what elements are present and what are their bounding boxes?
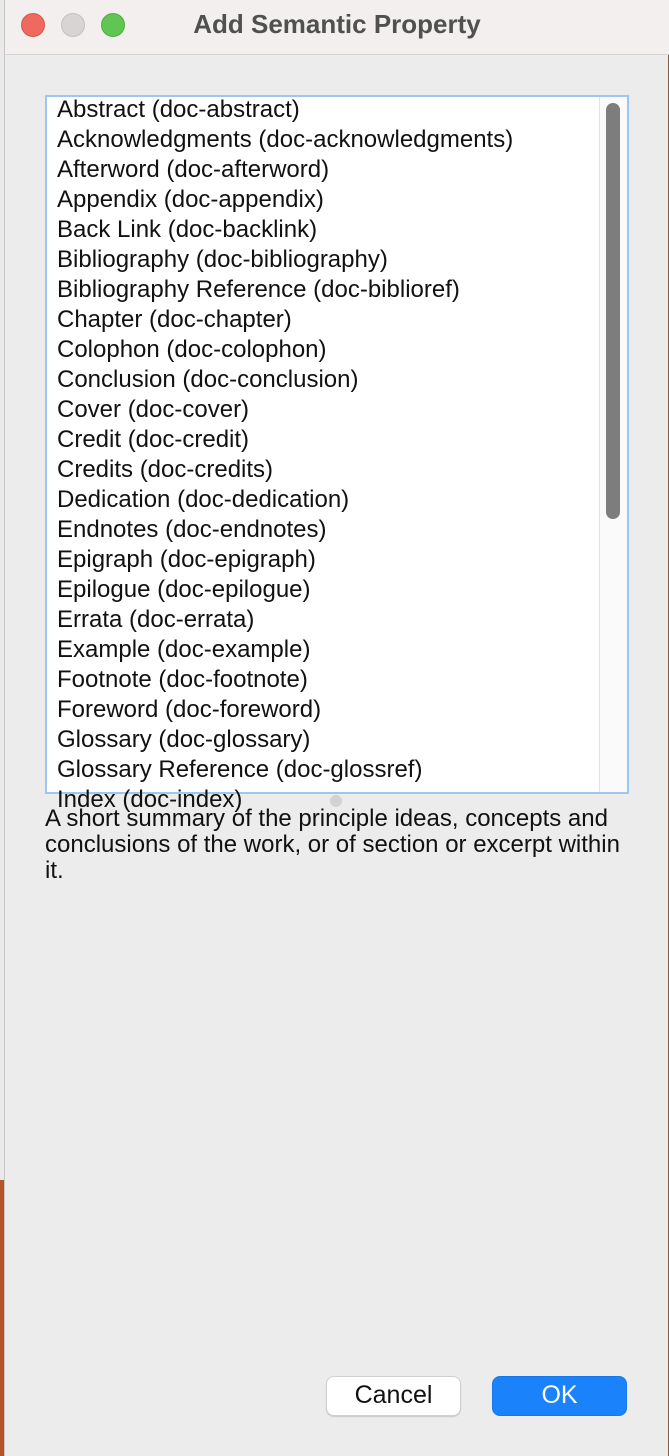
list-item[interactable]: Bibliography (doc-bibliography) xyxy=(57,246,388,273)
list-item[interactable]: Dedication (doc-dedication) xyxy=(57,486,350,513)
list-item[interactable]: Index (doc-index) xyxy=(57,786,243,813)
list-scrollbar[interactable] xyxy=(599,97,627,792)
list-item[interactable]: Example (doc-example) xyxy=(57,636,311,663)
list-item[interactable]: Footnote (doc-footnote) xyxy=(57,666,308,693)
ok-button[interactable]: OK xyxy=(492,1376,627,1416)
list-item[interactable]: Acknowledgments (doc-acknowledgments) xyxy=(57,126,514,153)
list-item[interactable]: Conclusion (doc-conclusion) xyxy=(57,366,359,393)
list-item[interactable]: Colophon (doc-colophon) xyxy=(57,336,327,363)
list-item[interactable]: Epilogue (doc-epilogue) xyxy=(57,576,311,603)
list-item[interactable]: Chapter (doc-chapter) xyxy=(57,306,292,333)
semantic-property-list[interactable] xyxy=(45,95,629,813)
dialog-window xyxy=(4,0,668,1456)
list-item[interactable]: Appendix (doc-appendix) xyxy=(57,186,324,213)
list-items-container xyxy=(57,95,597,815)
list-item[interactable]: Afterword (doc-afterword) xyxy=(57,156,330,183)
cancel-button[interactable]: Cancel xyxy=(326,1376,461,1416)
list-item[interactable]: Bibliography Reference (doc-biblioref) xyxy=(57,276,460,303)
list-item[interactable]: Glossary (doc-glossary) xyxy=(57,726,311,753)
title-bar[interactable] xyxy=(5,0,669,55)
list-item[interactable]: Endnotes (doc-endnotes) xyxy=(57,516,327,543)
list-item[interactable]: Abstract (doc-abstract) xyxy=(57,96,300,123)
list-item[interactable]: Errata (doc-errata) xyxy=(57,606,255,633)
list-item[interactable]: Epigraph (doc-epigraph) xyxy=(57,546,316,573)
window-title: Add Semantic Property xyxy=(193,9,481,39)
list-item[interactable]: Credit (doc-credit) xyxy=(57,426,250,453)
list-item[interactable]: Back Link (doc-backlink) xyxy=(57,216,318,243)
property-description: A short summary of the principle ideas, concepts and conclusions of the work, or of section or excerpt within it. xyxy=(45,805,620,884)
list-item[interactable]: Credits (doc-credits) xyxy=(57,456,274,483)
scrollbar-thumb[interactable] xyxy=(606,103,620,519)
list-item[interactable]: Cover (doc-cover) xyxy=(57,396,250,423)
list-item[interactable]: Glossary Reference (doc-glossref) xyxy=(57,756,423,783)
list-item[interactable]: Foreword (doc-foreword) xyxy=(57,696,322,723)
